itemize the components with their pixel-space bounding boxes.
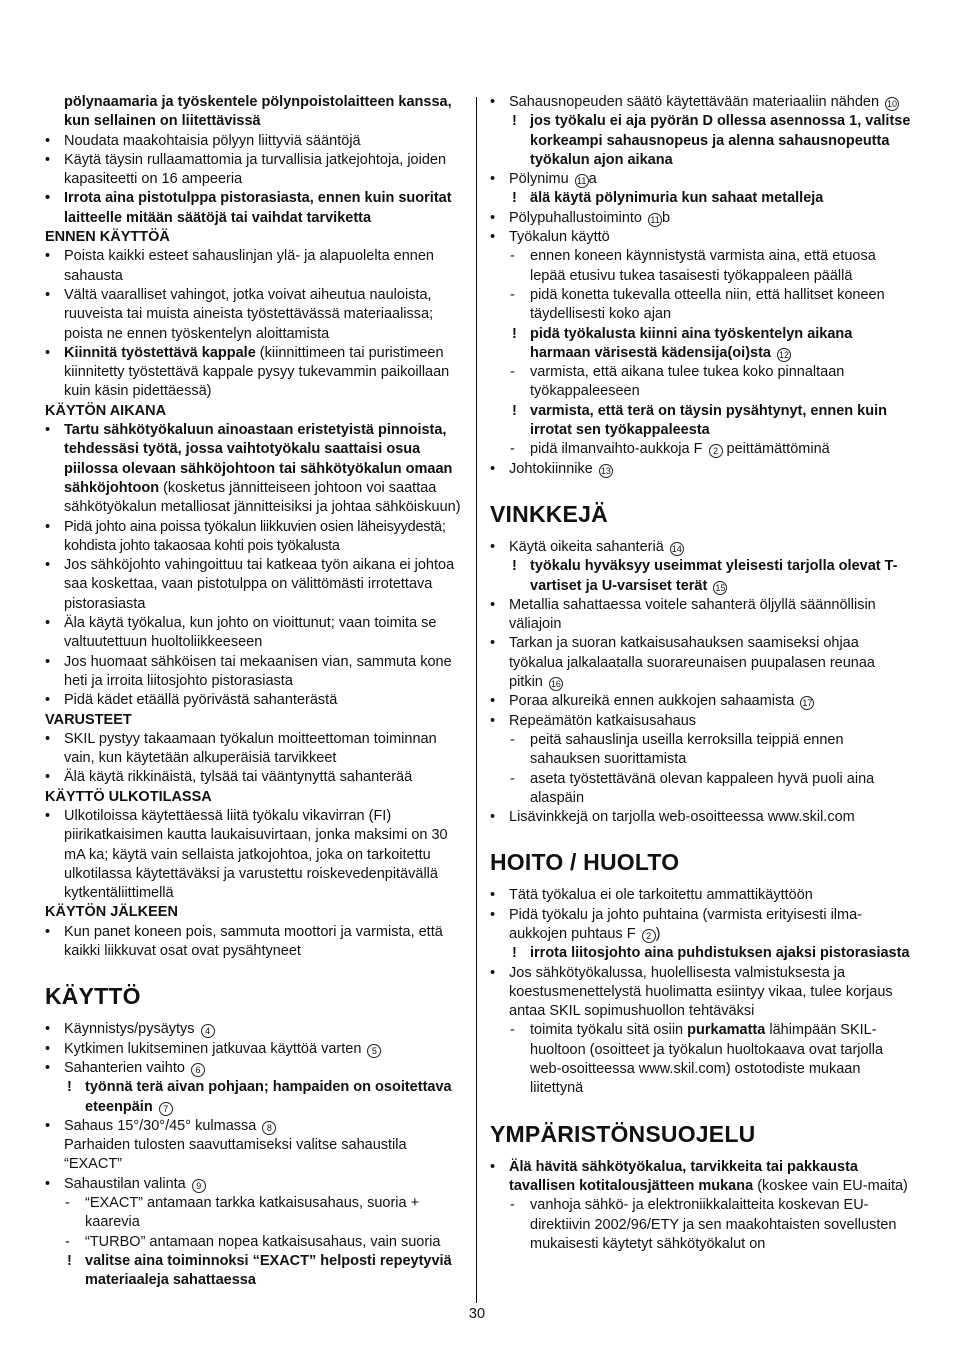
subheading-ulkotila: KÄYTTÖ ULKOTILASSA [45, 788, 212, 805]
list-item: • Kytkimen lukitseminen jatkuvaa käyttöä varten 5 [45, 1040, 465, 1059]
list-item: • Työkalun käyttö [490, 228, 912, 247]
dash-item: - peitä sahauslinja useilla kerroksilla teippiä ennen sahauksen suorittamista [490, 731, 912, 770]
dash-item: - ennen koneen käynnistystä varmista aina, että etuosa lepää etusivu tukea tasaisesti työkappaleen päällä [490, 247, 912, 286]
list-item: • Noudata maakohtaisia pölyyn liittyviä sääntöjä [45, 132, 465, 151]
callout-number: 10 [887, 99, 898, 109]
dash-item: - pidä ilmanvaihto-aukkoja F 2 peittämättöminä [490, 440, 912, 459]
list-item: • Jos sähköjohto vahingoittuu tai katkeaa työn aikana ei johtoa saa koskettaa, vaan pistotulppa on välittömästi irrotettava pistorasiasta [45, 556, 465, 614]
callout-number: 12 [779, 349, 790, 360]
list-item: • Käynnistys/pysäytys 4 [45, 1020, 465, 1039]
callout-number: 8 [262, 1121, 276, 1135]
warning-item: ! älä käytä pölynimuria kun sahaat metalleja [490, 189, 912, 208]
warning-item: ! varmista, että terä on täysin pysähtynyt, ennen kuin irrotat sen työkappaleesta [490, 402, 912, 441]
list-item: • Pölypuhallustoiminto 11 b [490, 209, 912, 228]
list-item: • Irrota aina pistotulppa pistorasiasta, ennen kuin suoritat laitteelle mitään säätöjä tai vaihdat tarviketta [45, 189, 465, 228]
right-column [490, 93, 912, 1254]
dash-item: - “TURBO” antamaan nopea katkaisusahaus, vain suoria [45, 1233, 465, 1252]
callout-number: 13 [600, 465, 611, 476]
list-item: • Tätä työkalua ei ole tarkoitettu ammattikäyttöön [490, 886, 912, 905]
list-item: • Kun panet koneen pois, sammuta moottori ja varmista, että kaikki liikkuvat osat ovat pysähtyneet [45, 923, 465, 962]
list-item: • Käytä oikeita sahanteriä 14 [490, 538, 912, 557]
callout-number: 11 [575, 174, 589, 188]
left-column [45, 93, 465, 1291]
list-item: • Jos huomaat sähköisen tai mekaanisen vian, sammuta kone heti ja irroita liitosjohto pistorasiasta [45, 653, 465, 692]
callout-number: 11 [648, 213, 662, 227]
list-item: • Repeämätön katkaisusahaus [490, 712, 912, 731]
list-item: • Tartu sähkötyökaluun ainoastaan eristetyistä pinnoista, tehdessäsi työtä, jossa vaihtotyökalu saattaisi osua piilossa olevaan sähköjohtoon tai sähkötyökalun omaan sähköjohtoon (kosketus jännitteiseen johtoon voi saattaa sähkötyökalun metalliosat jännitteisiksi ja johtaa sähköiskuun) [45, 421, 465, 517]
list-item: • Äla käytä työkalua, kun johto on vioittunut; vaan toimita se valtuutettuun huoltoliikkeeseen [45, 614, 465, 653]
list-item: • Sahanterien vaihto 6 [45, 1059, 465, 1078]
list-item: • Sahaustilan valinta 9 [45, 1175, 465, 1194]
callout-number: 2 [642, 929, 656, 943]
warning-item: ! valitse aina toiminnoksi “EXACT” helposti repeytyviä materiaaleja sahattaessa [45, 1252, 465, 1291]
list-item: • Pölynimu 11 a [490, 170, 912, 189]
list-item: • Lisävinkkejä on tarjolla web-osoitteessa www.skil.com [490, 808, 912, 827]
list-item: • Poista kaikki esteet sahauslinjan ylä- ja alapuolelta ennen sahausta [45, 247, 465, 286]
text-continuation: pölynaamaria ja työskentele pölynpoistolaitteen kanssa, kun sellainen on liitettävissä [64, 94, 452, 130]
warning-item: ! työnnä terä aivan pohjaan; hampaiden on osoitettava eteenpäin 7 [45, 1078, 465, 1117]
callout-number: 17 [802, 698, 813, 709]
dash-item: - pidä konetta tukevalla otteella niin, että hallitset koneen täydellisesti koko ajan [490, 286, 912, 325]
subheading-varusteet: VARUSTEET [45, 711, 132, 728]
subheading-aikana: KÄYTÖN AIKANA [45, 402, 167, 419]
list-item: • Jos sähkötyökalussa, huolellisesta valmistuksesta ja koestusmenettelystä huolimatta esiintyy vikaa, tulee korjaus antaa SKIL sopimushuollon tehtäväksi [490, 964, 912, 1022]
callout-number: 5 [367, 1044, 381, 1058]
dash-item: - toimita työkalu sitä osiin purkamatta lähimpään SKIL-huoltoon (osoitteet ja työkalun huoltokaava ovat tarjolla web-osoitteessa www.skil.com) ostotodiste mukaan liitettynä [490, 1021, 912, 1098]
warning-item: ! jos työkalu ei aja pyörän D ollessa asennossa 1, valitse korkeampi sahausnopeus ja alenna sahausnopeutta työkalun ajon aikana [490, 112, 912, 170]
dash-item: - vanhoja sähkö- ja elektroniikkalaitteita koskevan EU-direktiivin 2002/96/ETY ja sen maakohtaisten sovellusten mukaisesti käytetyt sähkötyökalut on [490, 1196, 912, 1254]
warning-item: ! irrota liitosjohto aina puhdistuksen ajaksi pistorasiasta [490, 944, 912, 963]
list-item: • Vältä vaaralliset vahingot, jotka voivat aiheutua nauloista, ruuveista tai muista aineista työstettävässä materiaalissa; poista ne ennen työskentelyn aloittamista [45, 286, 465, 344]
dash-item: - varmista, että aikana tulee tukea koko pinnaltaan työkappaleeseen [490, 363, 912, 402]
list-item: • Älä hävitä sähkötyökalua, tarvikkeita tai pakkausta tavallisen kotitalousjätteen mukana (koskee vain EU-maita) [490, 1158, 912, 1197]
callout-number: 2 [709, 444, 723, 458]
callout-number: 15 [715, 582, 726, 593]
list-item: • Sahaus 15°/30°/45° kulmassa 8 Parhaiden tulosten saavuttamiseksi valitse sahaustila “EXACT” [45, 1117, 465, 1175]
list-item: • Kiinnitä työstettävä kappale (kiinnittimeen tai puristimeen kiinnitetty työstettävä kappale pysyy tukevammin paikoillaan kuin käsin pidettäessä) [45, 344, 465, 402]
heading-vinkkeja: VINKKEJÄ [490, 500, 608, 527]
list-item: • Älä käytä rikkinäistä, tylsää tai vääntynyttä sahanterää [45, 768, 465, 787]
list-item: • Johtokiinnike 13 [490, 460, 912, 479]
warning-item: ! pidä työkalusta kiinni aina työskentelyn aikana harmaan värisestä kädensija(oi)sta 12 [490, 325, 912, 364]
callout-number: 6 [191, 1063, 205, 1077]
list-item: • Ulkotiloissa käytettäessä liitä työkalu vikavirran (FI) piirikatkaisimen kautta laukaisuvirtaan, jonka maksimi on 30 mA ka; käytä vain sellaista jatkojohtoa, joka on tarkoitettu ulkotilassa käytettäväksi ja varustettu roiskevedenpitävällä kytkentäliittimellä [45, 807, 465, 903]
heading-ymparisto: YMPÄRISTÖNSUOJELU [490, 1120, 756, 1147]
subheading-ennen: ENNEN KÄYTTÖÄ [45, 229, 170, 246]
callout-number: 16 [550, 679, 561, 690]
heading-kaytto: KÄYTTÖ [45, 983, 141, 1010]
list-item: • Poraa alkureikä ennen aukkojen sahaamista 17 [490, 692, 912, 711]
list-item: • Pidä kädet etäällä pyörivästä sahanterästä [45, 691, 465, 710]
callout-number: 4 [201, 1024, 215, 1038]
subheading-jalkeen: KÄYTÖN JÄLKEEN [45, 904, 178, 921]
callout-number: 9 [192, 1179, 206, 1193]
list-item: • Pidä työkalu ja johto puhtaina (varmista erityisesti ilma-aukkojen puhtaus F 2 ) [490, 906, 912, 945]
callout-number: 7 [159, 1102, 173, 1116]
list-item: • SKIL pystyy takaamaan työkalun moitteettoman toiminnan vain, kun käytetään alkuperäisiä tarvikkeet [45, 730, 465, 769]
list-item: • Metallia sahattaessa voitele sahanterä öljyllä säännöllisin väliajoin [490, 596, 912, 635]
dash-item: - aseta työstettävänä olevan kappaleen hyvä puoli aina alaspäin [490, 770, 912, 809]
list-item: • Pidä johto aina poissa työkalun liikkuvien osien läheisyydestä; kohdista johto takaosaa kohti pois työkalusta [45, 518, 465, 557]
list-item: • Tarkan ja suoran katkaisusahauksen saamiseksi ohjaa työkalua jalkalaatalla suorareunaisen puupalasen reunaa pitkin 16 [490, 634, 912, 692]
page-number: 30 [468, 1306, 486, 1322]
heading-hoito: HOITO / HUOLTO [490, 849, 680, 876]
column-divider [476, 97, 477, 1303]
dash-item: - “EXACT” antamaan tarkka katkaisusahaus, suoria + kaarevia [45, 1194, 465, 1233]
callout-number: 14 [671, 543, 682, 554]
list-item: • Sahausnopeuden säätö käytettävään materiaaliin nähden 10 [490, 93, 912, 112]
list-item: • Käytä täysin rullaamattomia ja turvallisia jatkejohtoja, joiden kapasiteetti on 16 ampeeria [45, 151, 465, 190]
warning-item: ! työkalu hyväksyy useimmat yleisesti tarjolla olevat T-vartiset ja U-varsiset terät 15 [490, 557, 912, 596]
